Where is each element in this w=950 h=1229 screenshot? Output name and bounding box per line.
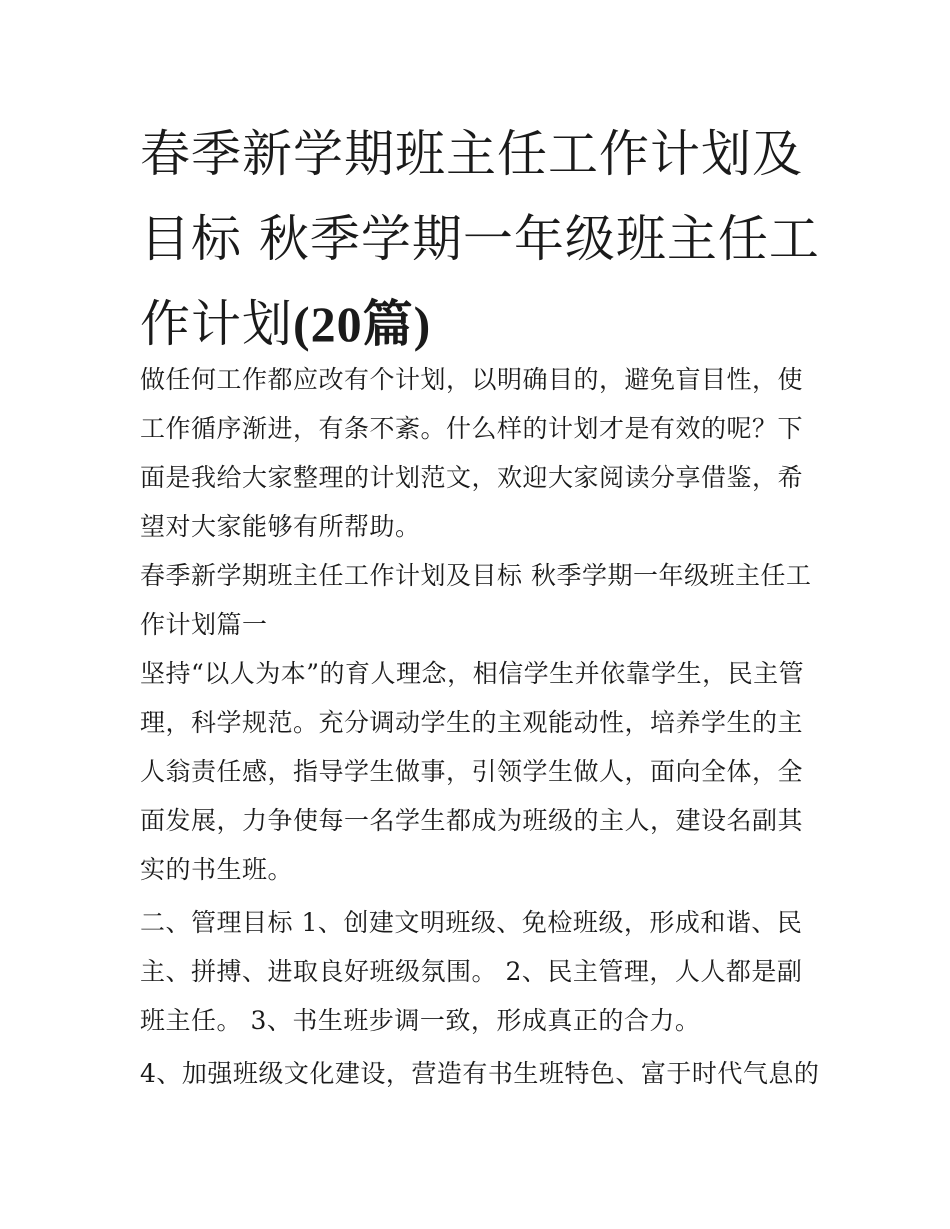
section-heading: 春季新学期班主任工作计划及目标 秋季学期一年级班主任工作计划篇一 [140, 561, 812, 639]
title-count: (20篇) [293, 296, 432, 352]
document-body [140, 355, 820, 1098]
philosophy-paragraph: 坚持“以人为本”的育人理念，相信学生并依靠学生，民主管理，科学规范。充分调动学生的主观能动性，培养学生的主人翁责任感，指导学生做事，引领学生做人，面向全体，全面发展，力争使每一名学生都成为班级的主人，建设名副其实的书生班。 [140, 659, 805, 884]
intro-paragraph: 做任何工作都应改有个计划，以明确目的，避免盲目性，使工作循序渐进，有条不紊。什么样的计划才是有效的呢？下面是我给大家整理的计划范文，欢迎大家阅读分享借鉴，希望对大家能够有所帮助。 [140, 365, 804, 541]
culture-paragraph: 4、加强班级文化建设，营造有书生班特色、富于时代气息的 [140, 1059, 820, 1088]
document-title [140, 112, 820, 367]
management-goals-paragraph: 二、管理目标 1、创建文明班级、免检班级，形成和谐、民主、拼搏、进取良好班级氛围。 2、民主管理，人人都是副班主任。 3、书生班步调一致，形成真正的合力。 [140, 908, 803, 1035]
title-main: 春季新学期班主任工作计划及目标 秋季学期一年级班主任工作计划 [140, 125, 820, 353]
